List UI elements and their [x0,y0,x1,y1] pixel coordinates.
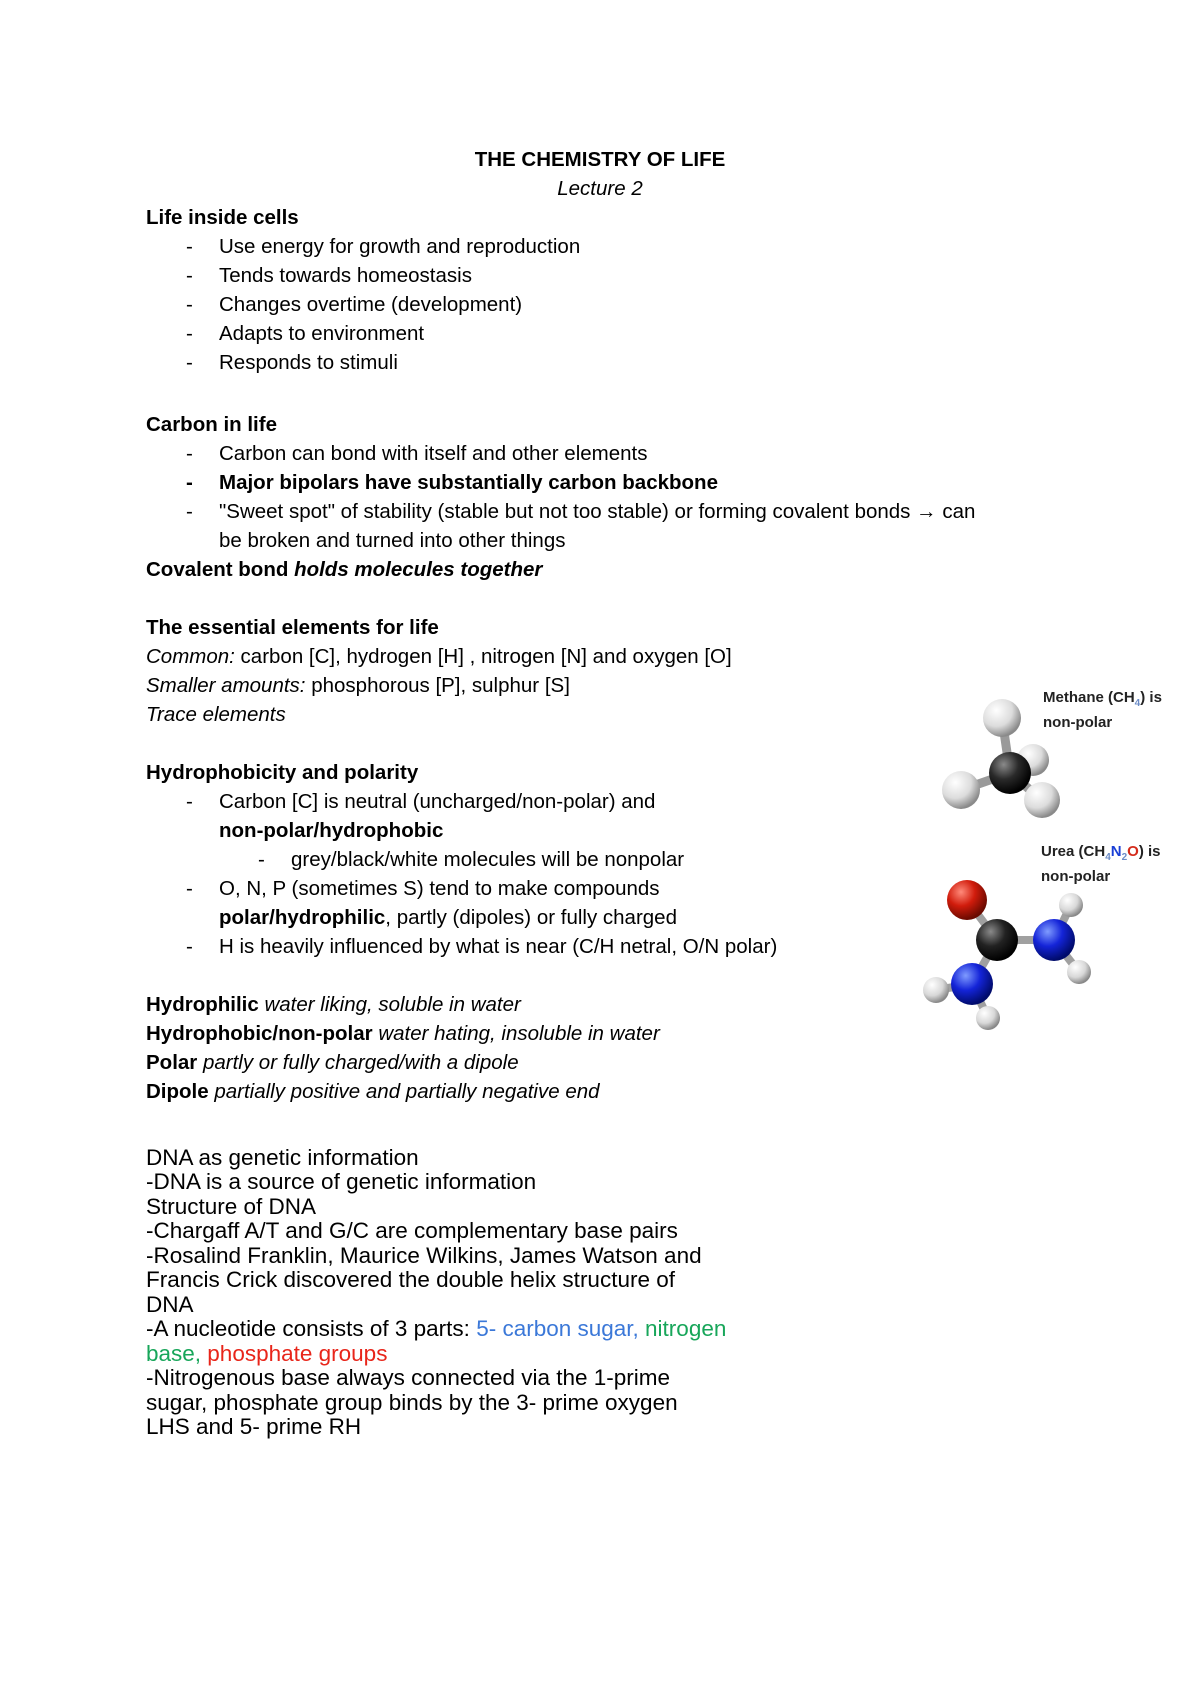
sub-list-item: grey/black/white molecules will be nonpolar [291,848,685,871]
carbon-atom [976,919,1018,961]
dna-line: DNA as genetic information [146,1145,419,1170]
list-item-continued: non-polar/hydrophobic [219,819,444,842]
dna-line [146,1342,387,1366]
list-item: Adapts to environment [219,322,425,345]
caption-text: N [1110,843,1122,860]
hydrogen-atom [942,771,980,809]
dna-line: -DNA is a source of genetic information [146,1169,537,1194]
hydrogen-atom [1024,782,1060,818]
bullet-dash: - [186,264,193,287]
dna-line [146,1317,726,1341]
nitrogen-atom [1033,919,1075,961]
common-label: Common: [146,645,235,668]
list-item: Responds to stimuli [219,351,398,374]
definition-text: partly or fully charged/with a dipole [197,1051,519,1074]
oxygen-atom [947,880,987,920]
list-item-continued: be broken and turned into other things [219,529,566,552]
polar-rest: , partly (dipoles) or fully charged [385,906,677,929]
common-text: carbon [C], hydrogen [H] , nitrogen [N] and oxygen [O] [234,645,732,668]
bullet-dash: - [186,235,193,258]
base-text: base, [146,1341,202,1366]
caption-sub: 2 [1121,852,1128,863]
dna-line: -Nitrogenous base always connected via the 1-prime [146,1365,671,1390]
urea-model [912,872,1112,1032]
smaller-text: phosphorous [P], sulphur [S] [305,674,570,697]
definition-line [146,1022,660,1046]
trace-line: Trace elements [146,703,286,726]
carbon-atom [989,752,1031,794]
methane-model [938,690,1078,830]
smaller-line [146,674,570,698]
bullet-dash: - [186,442,193,465]
bullet-dash: - [258,848,265,871]
caption-text: Methane (CH [1043,689,1135,706]
list-item: Carbon [C] is neutral (uncharged/non-polar) and [219,790,656,813]
phosphate-text: phosphate groups [201,1341,388,1366]
covalent-term: Covalent bond [146,558,295,581]
hydrogen-atom [983,699,1021,737]
caption-text: non-polar [1041,868,1111,885]
definition-term: Hydrophilic [146,993,259,1016]
list-item: Tends towards homeostasis [219,264,472,287]
bullet-dash: - [186,790,193,813]
list-item: O, N, P (sometimes S) tend to make compounds [219,877,660,900]
doc-title: THE CHEMISTRY OF LIFE [474,148,726,171]
bullet-dash: - [186,293,193,316]
list-item: H is heavily influenced by what is near (C/H netral, O/N polar) [219,935,778,958]
hydrogen-atom [1059,893,1083,917]
hydro-heading: Hydrophobicity and polarity [146,761,419,784]
definition-line [146,993,521,1017]
bullet-dash: - [186,500,193,523]
smaller-label: Smaller amounts: [146,674,306,697]
hydrogen-atom [923,977,949,1003]
dna-prefix: -A nucleotide consists of 3 parts: [146,1316,477,1341]
list-item: Carbon can bond with itself and other elements [219,442,648,465]
definition-text: partially positive and partially negative end [208,1080,600,1103]
list-item: Use energy for growth and reproduction [219,235,581,258]
definition-term: Hydrophobic/non-polar [146,1022,373,1045]
nitrogen-atom [951,963,993,1005]
dna-line: LHS and 5- prime RH [146,1414,362,1439]
covalent-def: holds molecules together [294,558,543,581]
definition-term: Polar [146,1051,198,1074]
caption-text: O [1127,843,1139,860]
caption-text: ) is [1138,843,1161,860]
definition-text: water liking, soluble in water [258,993,521,1016]
bullet-dash: - [186,471,193,494]
doc-subtitle: Lecture 2 [557,177,643,200]
carbon-heading: Carbon in life [146,413,277,436]
covalent-line [146,558,542,582]
sugar-text: 5- carbon sugar, [476,1316,639,1341]
definition-line [146,1051,519,1075]
definition-term: Dipole [146,1080,209,1103]
common-line [146,645,732,669]
dna-line: DNA [146,1292,194,1317]
life-heading: Life inside cells [146,206,299,229]
dna-line: sugar, phosphate group binds by the 3- prime oxygen [146,1390,678,1415]
list-item: Major bipolars have substantially carbon backbone [219,471,718,494]
hydrogen-atom [1067,960,1091,984]
dna-line: Structure of DNA [146,1194,317,1219]
bullet-dash: - [186,351,193,374]
bullet-dash: - [186,935,193,958]
list-item-continued [219,906,677,930]
caption-text: ) is [1140,689,1162,706]
definition-text: water hating, insoluble in water [372,1022,660,1045]
polar-term: polar/hydrophilic [219,906,386,929]
bullet-dash: - [186,322,193,345]
caption-sub: 4 [1105,852,1111,863]
caption-text: Urea (CH [1041,843,1106,860]
list-item: Changes overtime (development) [219,293,523,316]
caption-sub: 4 [1134,698,1141,709]
nitrogen-text: nitrogen [638,1316,727,1341]
dna-line: -Chargaff A/T and G/C are complementary base pairs [146,1218,678,1243]
list-item: "Sweet spot" of stability (stable but not too stable) or forming covalent bonds → can [219,500,976,523]
dna-line: -Rosalind Franklin, Maurice Wilkins, James Watson and [146,1243,702,1268]
definition-line [146,1080,600,1104]
dna-line: Francis Crick discovered the double helix structure of [146,1267,675,1292]
caption-text: non-polar [1043,714,1113,731]
bullet-dash: - [186,877,193,900]
elements-heading: The essential elements for life [146,616,439,639]
hydrogen-atom [976,1006,1000,1030]
